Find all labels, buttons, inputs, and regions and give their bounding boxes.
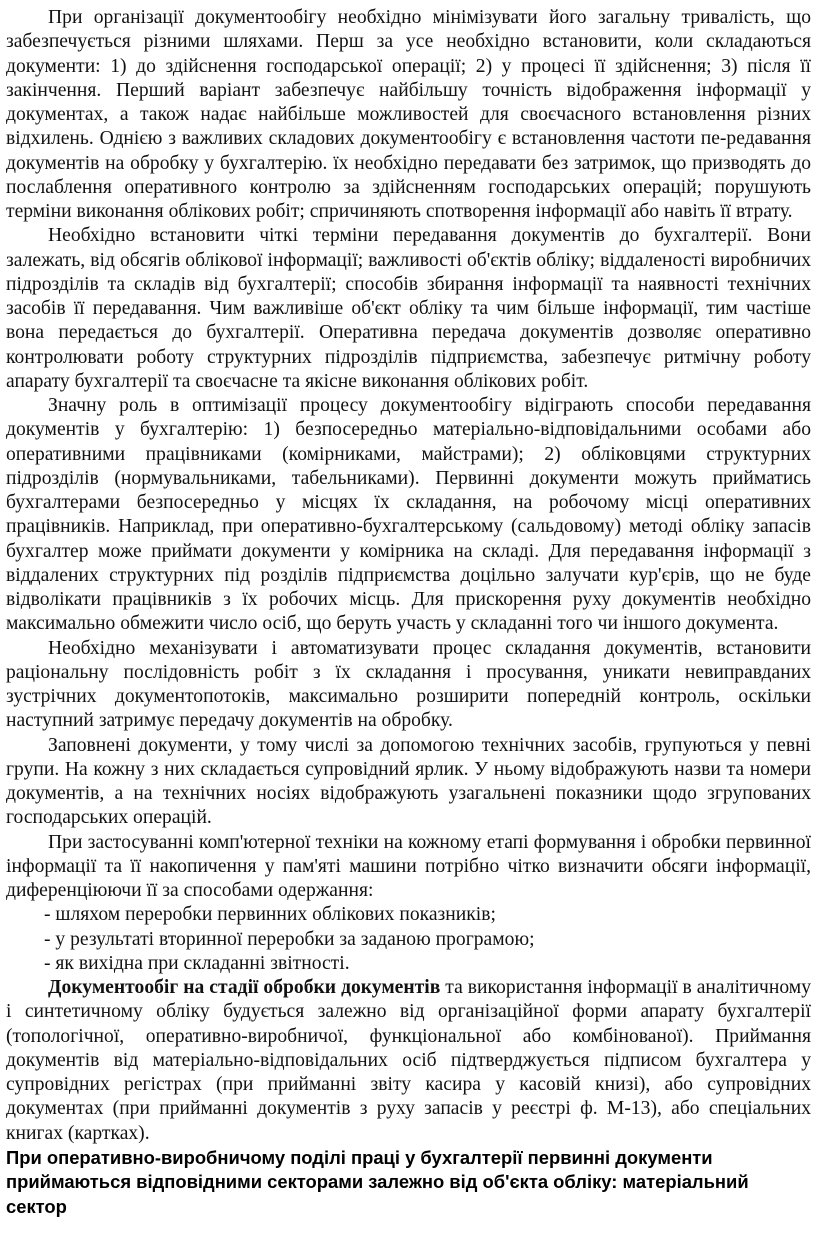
list-item: - як вихідна при складанні звітності.: [44, 952, 350, 974]
paragraph-transfer-methods: Значну роль в оптимізації процесу документообігу відіграють способи передавання документів у бухгалтерію: 1) безпосередньо матеріально-відповідальними особами або оперативними працівниками (комірниками, майстрами); 2) обліковцями структурних підрозділів (нормувальниками, табельниками). Первинні документи можуть прийматись бухгалтерами безпосередньо у місцях їх складання, на робочому місці оперативних працівників. Наприклад, при оперативно-бухгалтерському (сальдовому) методі обліку запасів бухгалтер може приймати документи у комірника на складі. Для передавання інформації з віддалених структурних під розділів підприємства доцільно залучати кур'єрів, що не буде відволікати працівників з їх робочих місць. Для прискорення руху документів необхідно максимально обмежити число осіб, що беруть участь у складанні того чи іншого документа.: [6, 395, 811, 635]
paragraph-filled-documents: Заповнені документи, у тому числі за допомогою технічних засобів, групуються у певні групи. На кожну з них складається супровідний ярлик. У ньому відображують назви та номери документів, а на технічних носіях відображують узагальнені показники щодо згрупованих господарських операцій.: [6, 734, 811, 829]
list-item: - у результаті вторинної переробки за заданою програмою;: [44, 928, 535, 950]
paragraph-production-division: При оперативно-виробничому поділі праці у бухгалтерії первинні документи приймаються відповідними секторами залежно від об'єкта обліку: матеріальний сектор: [6, 1146, 749, 1217]
paragraph-mechanization: Необхідно механізувати і автоматизувати процес складання документів, встановити раціональну послідовність робіт з їх складання і просування, уникати невиправданих зустрічних документопотоків, максимально розширити попередній контроль, оскільки наступний затримує передачу документів на обробку.: [6, 637, 811, 732]
bold-lead-phrase: Документообіг на стадії обробки документів: [48, 977, 441, 998]
list-item: - шляхом переробки первинних облікових показників;: [44, 904, 496, 926]
paragraph-transfer-terms: Необхідно встановити чіткі терміни передавання документів до бухгалтерії. Вони залежать, від обсягів облікової інформації; важливості об'єктів обліку; віддаленості виробничих підрозділів та складів від бухгалтерії; способів збирання інформації та наявності технічних засобів її передавання. Чим важливіше об'єкт обліку та чим більше інформації, тим частіше вона передається до бухгалтерії. Оперативна передача документів дозволяє оперативно контролювати роботу структурних підрозділів підприємства, забезпечує ритмічну роботу апарату бухгалтерії та своєчасне та якісне виконання облікових робіт.: [6, 225, 811, 392]
information-sources-list: [6, 903, 811, 976]
paragraph-processing-stage: [6, 976, 811, 1146]
paragraph-processing-stage-text: та використання інформації в аналітичному і синтетичному обліку будується залежно від організаційної форми апарату бухгалтерії (топологічної, оперативно-виробничої, функціональної або комбінованої). Приймання документів від матеріально-відповідальних осіб підтверджується підписом бухгалтера у супровідних регістрах (при прийманні звіту касира у касовій книзі), або супровідних документах (при прийманні документів з руху запасів у реєстрі ф. М-13), або спеціальних книгах (картках).: [6, 977, 811, 1144]
paragraph-computer-processing: При застосуванні комп'ютерної техніки на кожному етапі формування і обробки первинної інформації та її накопичення у пам'яті машини потрібно чітко визначити обсяги інформації, диференціюючи її за способами одержання:: [6, 831, 811, 901]
paragraph-document-flow-duration: При організації документообігу необхідно мінімізувати його загальну тривалість, що забезпечується різними шляхами. Перш за усе необхідно встановити, коли складаються документи: 1) до здійснення господарської операції; 2) у процесі її здійснення; 3) після її закінчення. Перший варіант забезпечує найбільшу точність відображення інформації у документах, а також надає найбільше можливостей для своєчасного встановлення різних відхилень. Однією з важливих складових документообігу є встановлення частоти пе-редавання документів на обробку у бухгалтерію. їх необхідно передавати без затримок, що призводять до послаблення оперативного контролю за здійсненням господарських операцій; порушують терміни виконання облікових робіт; спричиняють спотворення інформації або навіть її втрату.: [6, 7, 811, 222]
